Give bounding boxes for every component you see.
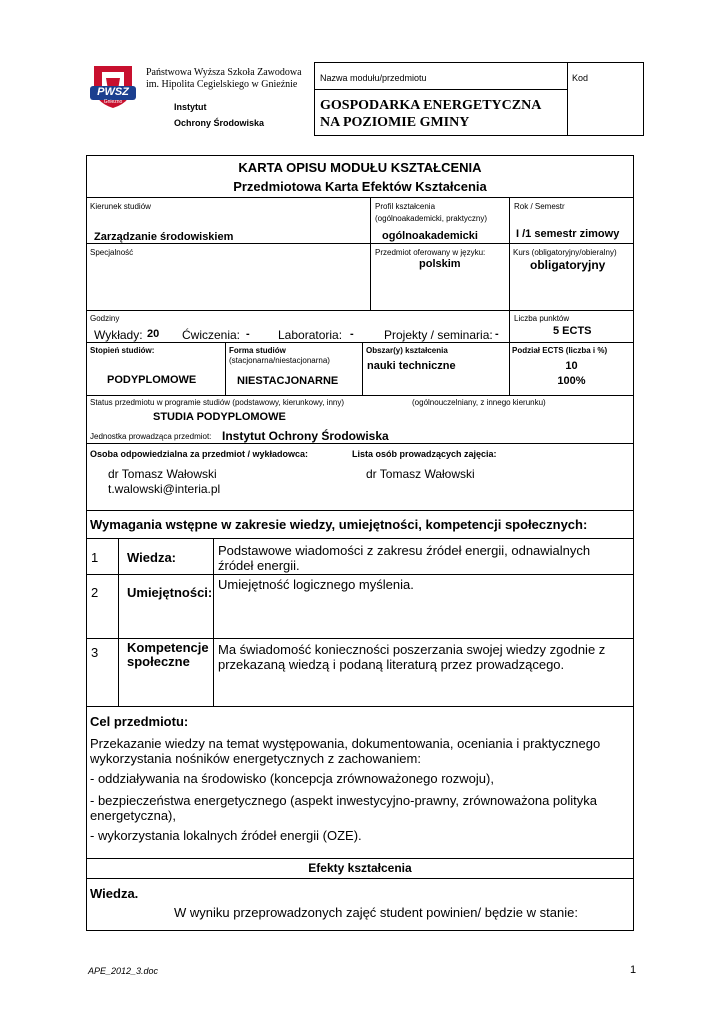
year-label: Rok / Semestr xyxy=(514,202,565,211)
unit-value: Instytut Ochrony Środowiska xyxy=(222,429,389,443)
req-2-text: Umiejętność logicznego myślenia. xyxy=(218,577,414,592)
req-1-name: Wiedza: xyxy=(127,550,176,565)
lab-label: Laboratoria: xyxy=(278,328,343,342)
goal-paragraph-3: - bezpieczeństwa energetycznego (aspekt inwestycyjno-prawny, zrównoważona polityka energetyczna), xyxy=(90,793,598,823)
status-value: STUDIA PODYPLOMOWE xyxy=(153,411,286,423)
school-name-line1: Państwowa Wyższa Szkoła Zawodowa xyxy=(146,67,302,78)
unit-label: Jednostka prowadząca przedmiot: xyxy=(90,432,212,441)
module-title-line2: NA POZIOMIE GMINY xyxy=(320,115,470,130)
area-value: nauki techniczne xyxy=(367,360,456,372)
module-title-line1: GOSPODARKA ENERGETYCZNA xyxy=(320,98,542,113)
form-label2: (stacjonarna/niestacjonarna) xyxy=(229,356,330,365)
card-title: KARTA OPISU MODUŁU KSZTAŁCENIA xyxy=(238,160,482,175)
card-subtitle: Przedmiotowa Karta Efektów Kształcenia xyxy=(233,179,487,194)
req-3-num: 3 xyxy=(91,645,99,660)
projects-label: Projekty / seminaria: xyxy=(384,328,493,342)
points-label: Liczba punktów xyxy=(514,314,570,323)
year-value: I /1 semestr zimowy xyxy=(516,228,620,240)
goal-paragraph-1: Przekazanie wiedzy na temat występowania, dokumentowania, oceniania i praktycznego wykorzystania nośników energetycznych z zachowaniem: xyxy=(90,736,601,766)
goal-title: Cel przedmiotu: xyxy=(90,714,189,729)
logo-text: PWSZ xyxy=(97,86,129,98)
status-label: Status przedmiotu w programie studiów (podstawowy, kierunkowy, inny) xyxy=(90,398,345,407)
lab-value: - xyxy=(350,328,354,340)
form-value: NIESTACJONARNE xyxy=(237,375,339,387)
school-name-line2: im. Hipolita Cegielskiego w Gnieźnie xyxy=(146,79,298,90)
req-3-name2: społeczne xyxy=(127,654,190,669)
ects-label: Podział ECTS (liczba i %) xyxy=(512,346,608,355)
req-1-num: 1 xyxy=(91,550,99,565)
footer-page-number: 1 xyxy=(630,964,637,976)
profile-value: ogólnoakademicki xyxy=(382,230,478,242)
status-label2: (ogólnouczelniany, z innego kierunku) xyxy=(412,398,546,407)
degree-value: PODYPLOMOWE xyxy=(107,374,197,386)
form-label1: Forma studiów xyxy=(229,346,286,355)
req-2-name: Umiejętności: xyxy=(127,585,213,600)
ects-value1: 10 xyxy=(565,360,578,372)
responsible-name: dr Tomasz Wałowski xyxy=(108,467,217,481)
req-1-text: Podstawowe wiadomości z zakresu źródeł energii, odnawialnych źródeł energii. xyxy=(218,543,591,573)
module-name-label: Nazwa modułu/przedmiotu xyxy=(320,73,427,83)
requirements-title: Wymagania wstępne w zakresie wiedzy, umiejętności, kompetencji społecznych: xyxy=(90,517,588,532)
degree-label: Stopień studiów: xyxy=(90,346,155,355)
goal-paragraph-2: - oddziaływania na środowisko (koncepcja zrównoważonego rozwoju), xyxy=(90,771,494,786)
points-value: 5 ECTS xyxy=(553,325,592,337)
knowledge-title: Wiedza. xyxy=(90,886,139,901)
teacher-name: dr Tomasz Wałowski xyxy=(366,467,475,481)
teachers-label: Lista osób prowadzących zajęcia: xyxy=(352,449,497,459)
course-value: obligatoryjny xyxy=(530,258,606,272)
field-label: Kierunek studiów xyxy=(90,202,151,211)
hours-label: Godziny xyxy=(90,314,120,323)
req-3-text: Ma świadomość konieczności poszerzania swojej wiedzy zgodnie z przekazaną wiedzą i podaną literaturą przez prowadzącego. xyxy=(218,642,606,672)
exercises-value: - xyxy=(246,328,250,340)
lectures-label: Wykłady: xyxy=(94,328,143,342)
req-3-name1: Kompetencje xyxy=(127,640,209,655)
footer-filename: APE_2012_3.doc xyxy=(88,966,159,976)
course-label: Kurs (obligatoryjny/obieralny) xyxy=(513,248,617,257)
specialty-label: Specjalność xyxy=(90,248,134,257)
goal-paragraph-4: - wykorzystania lokalnych źródeł energii (OZE). xyxy=(90,828,362,843)
logo-subtext: Gniezno xyxy=(103,99,123,105)
projects-value: - xyxy=(495,328,499,340)
field-value: Zarządzanie środowiskiem xyxy=(94,231,234,243)
language-value: polskim xyxy=(419,258,461,270)
area-label: Obszar(y) kształcenia xyxy=(366,346,448,355)
exercises-label: Ćwiczenia: xyxy=(182,328,241,342)
req-2-num: 2 xyxy=(91,585,99,600)
knowledge-intro: W wyniku przeprowadzonych zajęć student powinien/ będzie w stanie: xyxy=(174,905,578,920)
responsible-label: Osoba odpowiedzialna za przedmiot / wykładowca: xyxy=(90,449,309,459)
effects-title: Efekty kształcenia xyxy=(308,861,412,875)
institute-line1: Instytut xyxy=(174,102,207,112)
institute-line2: Ochrony Środowiska xyxy=(174,118,265,128)
language-label: Przedmiot oferowany w języku: xyxy=(375,248,486,257)
ects-value2: 100% xyxy=(557,375,586,387)
lectures-value: 20 xyxy=(147,328,160,340)
profile-label2: (ogólnoakademicki, praktyczny) xyxy=(375,214,488,223)
responsible-email: t.walowski@interia.pl xyxy=(108,482,221,496)
code-label: Kod xyxy=(572,73,589,83)
profile-label1: Profil kształcenia xyxy=(375,202,436,211)
